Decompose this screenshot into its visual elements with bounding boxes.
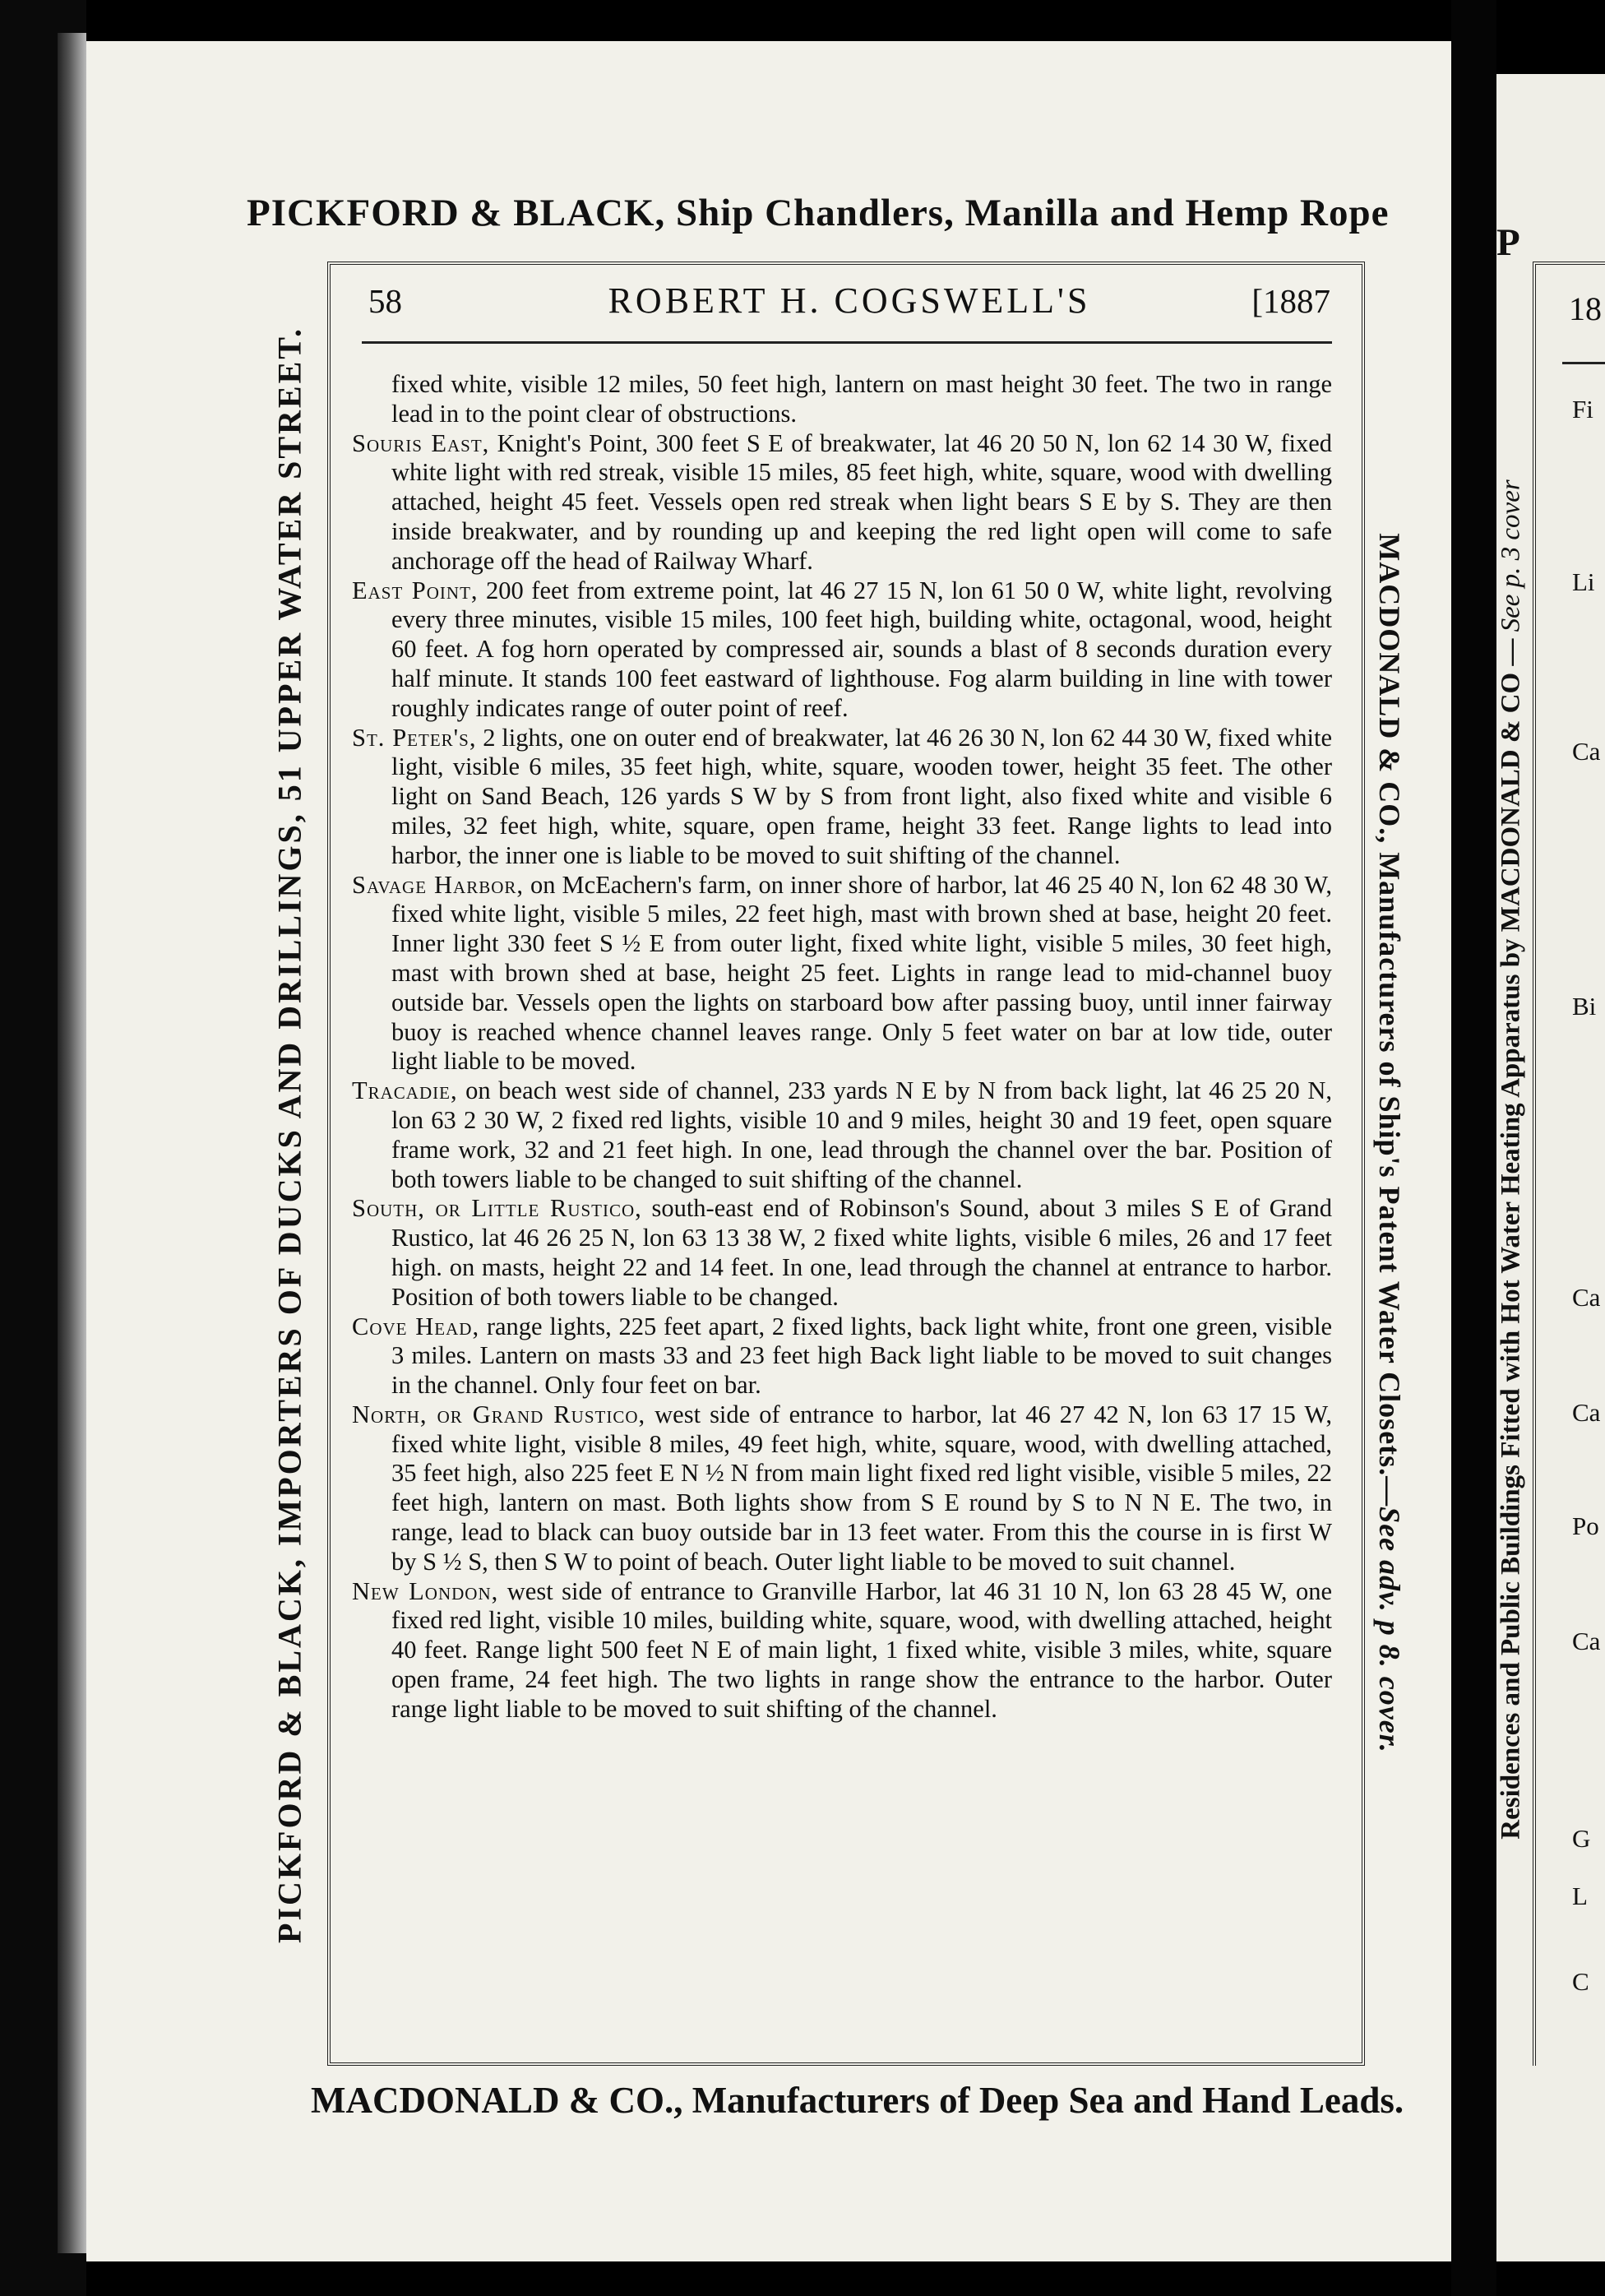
entry-name: New London, — [352, 1576, 499, 1605]
left-margin-advertisement: PICKFORD & BLACK, IMPORTERS OF DUCKS AND DRILLINGS, 51 UPPER WATER STREET. — [271, 326, 308, 1943]
entry-cove-head — [352, 1312, 1332, 1400]
entry-text: west side of entrance to Granville Harbor, lat 46 31 10 N, lon 63 28 45 W, one fixed red light, visible 10 miles, building white, square, wood, with dwelling attached, height 40 feet. Range light 500 feet N E of main light, 1 fixed white, visible 3 miles, white, square open frame, 24 feet high. The two lights in range show the entrance to the harbor. Outer range light liable to be moved to suit shifting of the channel. — [391, 1576, 1332, 1723]
entry-tracadie — [352, 1076, 1332, 1194]
next-page-fragment: Ca — [1572, 1627, 1601, 1655]
entry-text: 200 feet from extreme point, lat 46 27 15 N, lon 61 50 0 W, white light, revolving every three minutes, visible 15 miles, 100 feet high, building white, octagonal, wood, height 60 feet. A fog horn operated by compressed air, sounds a blast of 8 seconds duration every half minute. It stands 100 feet eastward of lighthouse. Fog alarm building in line with tower roughly indicates range of outer point of reef. — [391, 576, 1332, 722]
entry-name: Savage Harbor, — [352, 870, 525, 899]
header-title: ROBERT H. COGSWELL'S — [608, 280, 1091, 321]
next-page-top-ad-fragment: P — [1496, 221, 1520, 264]
entry-name: North, or Grand Rustico, — [352, 1400, 646, 1428]
page-gutter — [1451, 0, 1496, 2296]
bottom-advertisement: MACDONALD & CO., Manufacturers of Deep Sea and Hand Leads. — [311, 2080, 1404, 2121]
entry-little-rustico — [352, 1194, 1332, 1312]
top-advertisement: PICKFORD & BLACK, Ship Chandlers, Manilla and Hemp Rope — [247, 192, 1390, 234]
entry-text: fixed white, visible 12 miles, 50 feet high, lantern on mast height 30 feet. The two in range lead in to the point clear of obstructions. — [391, 370, 1332, 428]
entry-continuation — [352, 370, 1332, 429]
page-edges — [58, 33, 86, 2253]
next-page-fragment: Ca — [1572, 1398, 1601, 1427]
entry-savage-harbor — [352, 871, 1332, 1077]
next-page-side-advertisement — [1496, 479, 1527, 1839]
entry-text: west side of entrance to harbor, lat 46 27 42 N, lon 63 17 15 W, fixed white light, visible 8 miles, 49 feet high, white, square, wood, with dwelling attached, 35 feet high, also 225 feet E N ½ N from main light fixed red light visible, visible 5 miles, 22 feet high, lantern on mast. Both lights show from S E round by S to N N E. The two, in range, lead to black can buoy outside bar in 13 feet water. From this the course in is first W by S ½ S, then S W to point of beach. Outer light liable to be moved to suit channel. — [391, 1400, 1332, 1576]
entry-text: Knight's Point, 300 feet S E of breakwater, lat 46 20 50 N, lon 62 14 30 W, fixed white light with red streak, visible 15 miles, 85 feet high, white, square, wood with dwelling attached, height 45 feet. Vessels open red streak when light bears S E by S. They are then inside breakwater, and by rounding up and keeping the red light open will come to safe anchorage off the head of Railway Wharf. — [391, 428, 1332, 575]
entry-name: Souris East, — [352, 428, 490, 457]
entry-new-london — [352, 1577, 1332, 1724]
next-page-fragment: Li — [1572, 567, 1595, 596]
entry-text: south-east end of Robinson's Sound, about 3 miles S E of Grand Rustico, lat 46 26 25 N, lon 63 13 38 W, 2 fixed white lights, visible 6 miles, 26 and 17 feet high. on masts, height 22 and 14 feet. In one, lead through the channel at entrance to harbor. Position of both towers liable to be changed. — [391, 1194, 1332, 1311]
next-page-year-fragment: 18 — [1569, 290, 1602, 327]
next-page-fragment: Fi — [1572, 395, 1593, 424]
next-page-side-ad-main: Residences and Public Buildings Fitted with Hot Water Heating Apparatus by MACDONALD & CO — — [1496, 638, 1526, 1840]
lighthouse-entries — [352, 370, 1332, 1724]
next-page-side-ad-italic: See p. 3 cover — [1496, 479, 1526, 632]
running-header — [368, 280, 1330, 329]
entry-st-peters — [352, 724, 1332, 871]
next-page-fragment: G — [1572, 1824, 1591, 1853]
next-page-fragment: Ca — [1572, 1283, 1601, 1312]
next-page-fragment: L — [1572, 1882, 1588, 1910]
entry-text: on McEachern's farm, on inner shore of harbor, lat 46 25 40 N, lon 62 48 30 W, fixed white light, visible 5 miles, 22 feet high, mast with brown shed at base, height 20 feet. Inner light 330 feet S ½ E from outer light, fixed white light, visible 5 miles, 30 feet high, mast with brown shed at base, height 25 feet. Lights in range lead to mid-channel buoy outside bar. Vessels open the lights on starboard bow after passing buoy, until inner fairway buoy is reached whence channel leaves range. Only 5 feet water on bar at low tide, outer light liable to be moved. — [391, 870, 1332, 1076]
right-ad-italic-text: See adv. p 8. cover. — [1373, 1507, 1406, 1753]
next-page-fragment: Po — [1572, 1511, 1599, 1540]
header-year: [1887 — [1251, 282, 1330, 320]
next-page-frame — [1533, 262, 1605, 2066]
right-margin-advertisement — [1372, 533, 1407, 1753]
entry-souris-east — [352, 429, 1332, 576]
entry-name: Cove Head, — [352, 1312, 480, 1340]
entry-name: South, or Little Rustico, — [352, 1194, 642, 1223]
page-number: 58 — [368, 282, 402, 320]
entry-name: Tracadie, — [352, 1076, 458, 1105]
entry-name: St. Peter's, — [352, 723, 477, 752]
next-page-header-rule — [1562, 362, 1605, 364]
next-page-fragment: Bi — [1572, 992, 1597, 1021]
entry-text: 2 lights, one on outer end of breakwater, lat 46 26 30 N, lon 62 44 30 W, fixed white light, visible 6 miles, 35 feet high, white, square, wooden tower, height 35 feet. The other light on Sand Beach, 126 yards S W by S from front light, also fixed white and visible 6 miles, 32 feet high, white, square, open frame, height 33 feet. Range lights to lead into harbor, the inner one is liable to be moved to suit shifting of the channel. — [391, 723, 1332, 869]
next-page-fragment: C — [1572, 1967, 1589, 1996]
header-rule — [362, 341, 1332, 344]
right-ad-main-text: MACDONALD & CO., Manufacturers of Ship's Patent Water Closets.— — [1373, 533, 1406, 1507]
entry-grand-rustico — [352, 1400, 1332, 1577]
entry-name: East Point, — [352, 576, 479, 604]
next-page-fragment: Ca — [1572, 737, 1601, 766]
entry-text: on beach west side of channel, 233 yards N E by N from back light, lat 46 25 20 N, lon 63 2 30 W, 2 fixed red lights, visible 10 and 9 miles, height 30 and 19 feet, open square frame work, 32 and 21 feet high. In one, lead through the channel over the bar. Position of both towers liable to be changed to suit shifting of the channel. — [391, 1076, 1332, 1193]
entry-text: range lights, 225 feet apart, 2 fixed lights, back light white, front one green, visible 3 miles. Lantern on masts 33 and 23 feet high Back light liable to be moved to suit changes in the channel. Only four feet on bar. — [391, 1312, 1333, 1400]
entry-east-point — [352, 576, 1332, 724]
